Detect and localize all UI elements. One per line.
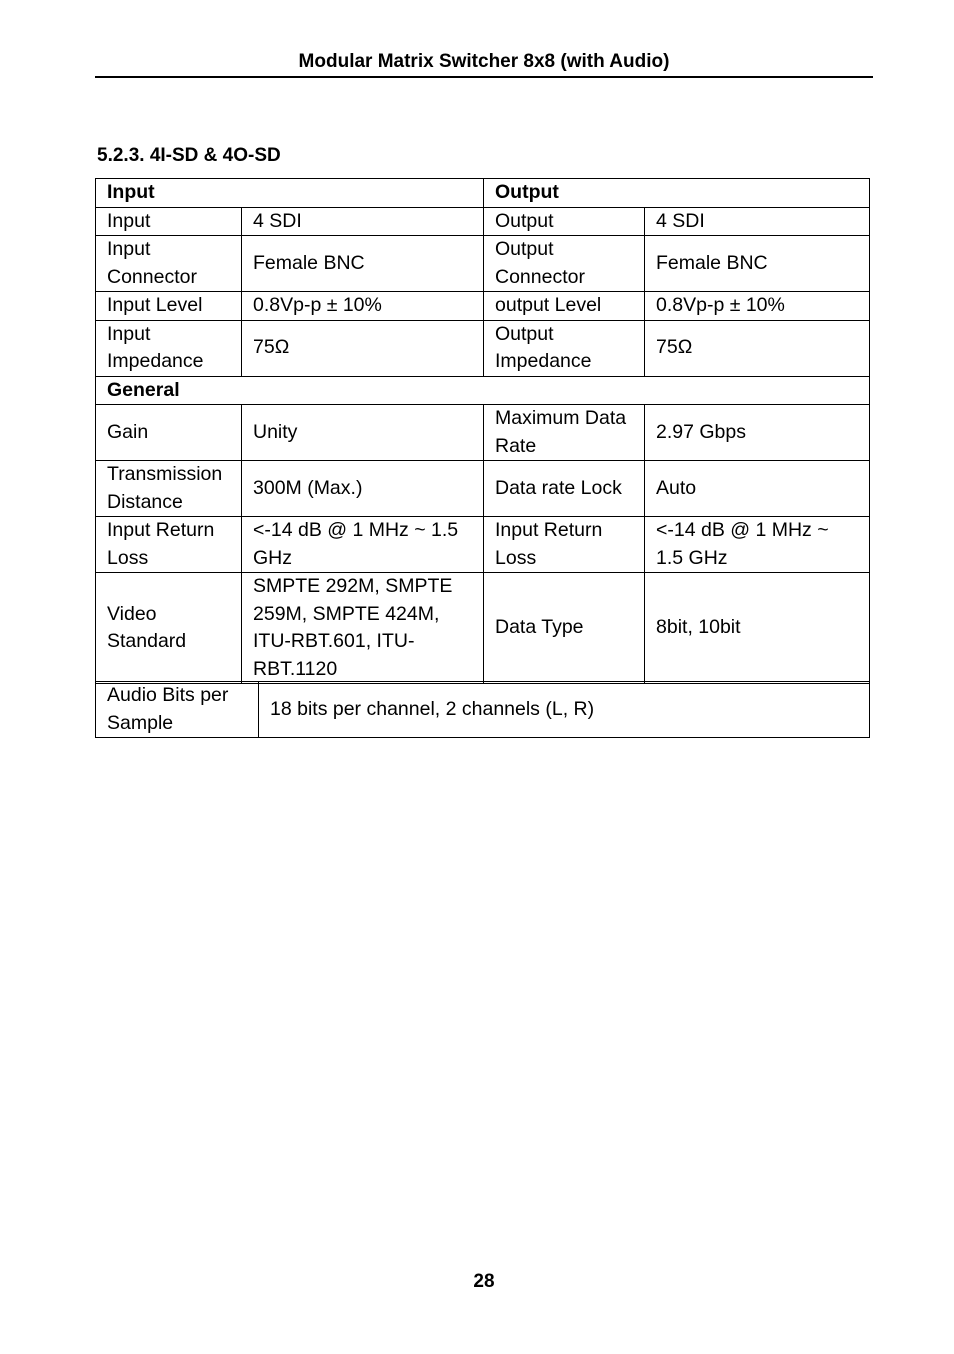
table-row xyxy=(96,517,870,573)
row-label: Output xyxy=(484,207,645,236)
section-title: 5.2.3. 4I-SD & 4O-SD xyxy=(97,145,281,166)
table-header-row xyxy=(96,179,870,208)
row-label: Audio Bits per Sample xyxy=(96,682,259,738)
row-value: SMPTE 292M, SMPTE 259M, SMPTE 424M, ITU-RBT.601, ITU-RBT.1120 xyxy=(242,573,484,684)
row-label: Input Return Loss xyxy=(96,517,242,573)
row-value: <-14 dB @ 1 MHz ~ 1.5 GHz xyxy=(645,517,870,573)
general-heading: General xyxy=(96,376,870,405)
row-label: Input Impedance xyxy=(96,320,242,376)
row-value: 0.8Vp-p ± 10% xyxy=(645,292,870,321)
table-row xyxy=(96,236,870,292)
table-row xyxy=(96,207,870,236)
table-row xyxy=(96,405,870,461)
table-row xyxy=(96,682,870,738)
row-value: 75Ω xyxy=(242,320,484,376)
page-header-title: Modular Matrix Switcher 8x8 (with Audio) xyxy=(298,51,670,72)
row-value: 300M (Max.) xyxy=(242,461,484,517)
row-value: 75Ω xyxy=(645,320,870,376)
row-value: Auto xyxy=(645,461,870,517)
row-value: Unity xyxy=(242,405,484,461)
page-number: 28 xyxy=(473,1271,495,1292)
row-value: 4 SDI xyxy=(645,207,870,236)
row-label: Output Impedance xyxy=(484,320,645,376)
row-value: Female BNC xyxy=(645,236,870,292)
row-label: Data Type xyxy=(484,573,645,684)
row-label: Input Return Loss xyxy=(484,517,645,573)
table-row xyxy=(96,292,870,321)
row-value: 8bit, 10bit xyxy=(645,573,870,684)
row-label: Data rate Lock xyxy=(484,461,645,517)
row-label: Output Connector xyxy=(484,236,645,292)
row-value: 0.8Vp-p ± 10% xyxy=(242,292,484,321)
output-heading: Output xyxy=(484,179,870,208)
table-row xyxy=(96,320,870,376)
row-value: 4 SDI xyxy=(242,207,484,236)
row-value: Female BNC xyxy=(242,236,484,292)
row-label: Input xyxy=(96,207,242,236)
spec-table xyxy=(95,178,870,684)
input-heading: Input xyxy=(96,179,484,208)
row-label: Gain xyxy=(96,405,242,461)
row-label: Video Standard xyxy=(96,573,242,684)
row-label: Maximum Data Rate xyxy=(484,405,645,461)
table-row xyxy=(96,461,870,517)
row-label: Transmission Distance xyxy=(96,461,242,517)
row-label: output Level xyxy=(484,292,645,321)
audio-table xyxy=(95,681,870,738)
general-header-row xyxy=(96,376,870,405)
row-value: <-14 dB @ 1 MHz ~ 1.5 GHz xyxy=(242,517,484,573)
row-value: 18 bits per channel, 2 channels (L, R) xyxy=(259,682,870,738)
row-value: 2.97 Gbps xyxy=(645,405,870,461)
row-label: Input Connector xyxy=(96,236,242,292)
header-divider xyxy=(95,76,873,78)
table-row xyxy=(96,573,870,684)
row-label: Input Level xyxy=(96,292,242,321)
